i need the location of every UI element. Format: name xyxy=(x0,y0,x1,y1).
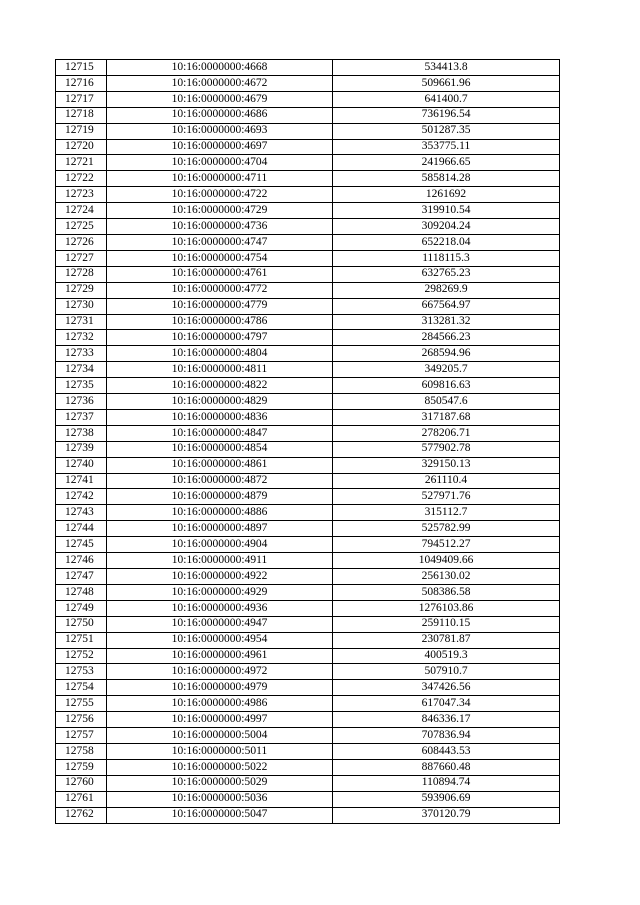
table-row xyxy=(56,362,560,378)
value-cell: 508386.58 xyxy=(333,584,560,600)
value-cell: 259110.15 xyxy=(333,616,560,632)
row-index-cell: 12733 xyxy=(56,346,107,362)
table-row xyxy=(56,234,560,250)
row-index-cell: 12730 xyxy=(56,298,107,314)
row-index-cell: 12748 xyxy=(56,584,107,600)
table-row xyxy=(56,250,560,266)
table-row xyxy=(56,60,560,76)
value-cell: 501287.35 xyxy=(333,123,560,139)
table-row xyxy=(56,473,560,489)
cadastral-number-cell: 10:16:0000000:4779 xyxy=(107,298,333,314)
table-row xyxy=(56,123,560,139)
row-index-cell: 12756 xyxy=(56,712,107,728)
value-cell: 284566.23 xyxy=(333,330,560,346)
row-index-cell: 12757 xyxy=(56,728,107,744)
table-row xyxy=(56,75,560,91)
row-index-cell: 12753 xyxy=(56,664,107,680)
cadastral-number-cell: 10:16:0000000:4897 xyxy=(107,521,333,537)
row-index-cell: 12728 xyxy=(56,266,107,282)
value-cell: 230781.87 xyxy=(333,632,560,648)
cadastral-number-cell: 10:16:0000000:5036 xyxy=(107,791,333,807)
table-row xyxy=(56,155,560,171)
cadastral-number-cell: 10:16:0000000:4904 xyxy=(107,537,333,553)
value-cell: 652218.04 xyxy=(333,234,560,250)
value-cell: 736196.54 xyxy=(333,107,560,123)
cadastral-number-cell: 10:16:0000000:4686 xyxy=(107,107,333,123)
table-row xyxy=(56,425,560,441)
row-index-cell: 12723 xyxy=(56,187,107,203)
value-cell: 349205.7 xyxy=(333,362,560,378)
row-index-cell: 12739 xyxy=(56,441,107,457)
row-index-cell: 12738 xyxy=(56,425,107,441)
row-index-cell: 12760 xyxy=(56,775,107,791)
row-index-cell: 12715 xyxy=(56,60,107,76)
table-row xyxy=(56,266,560,282)
row-index-cell: 12737 xyxy=(56,409,107,425)
cadastral-number-cell: 10:16:0000000:4954 xyxy=(107,632,333,648)
cadastral-number-cell: 10:16:0000000:5047 xyxy=(107,807,333,823)
value-cell: 315112.7 xyxy=(333,505,560,521)
value-cell: 400519.3 xyxy=(333,648,560,664)
table-row xyxy=(56,314,560,330)
row-index-cell: 12729 xyxy=(56,282,107,298)
table-row xyxy=(56,521,560,537)
table-row xyxy=(56,505,560,521)
cadastral-number-cell: 10:16:0000000:4736 xyxy=(107,219,333,235)
value-cell: 1049409.66 xyxy=(333,553,560,569)
table-row xyxy=(56,712,560,728)
value-cell: 317187.68 xyxy=(333,409,560,425)
row-index-cell: 12741 xyxy=(56,473,107,489)
row-index-cell: 12719 xyxy=(56,123,107,139)
cadastral-number-cell: 10:16:0000000:5011 xyxy=(107,743,333,759)
value-cell: 347426.56 xyxy=(333,680,560,696)
cadastral-number-cell: 10:16:0000000:4922 xyxy=(107,569,333,585)
row-index-cell: 12734 xyxy=(56,362,107,378)
value-cell: 707836.94 xyxy=(333,728,560,744)
value-cell: 298269.9 xyxy=(333,282,560,298)
cadastral-number-cell: 10:16:0000000:5004 xyxy=(107,728,333,744)
cadastral-number-cell: 10:16:0000000:4679 xyxy=(107,91,333,107)
cadastral-number-cell: 10:16:0000000:4711 xyxy=(107,171,333,187)
cadastral-number-cell: 10:16:0000000:4879 xyxy=(107,489,333,505)
cadastral-number-cell: 10:16:0000000:4972 xyxy=(107,664,333,680)
cadastral-number-cell: 10:16:0000000:4836 xyxy=(107,409,333,425)
cadastral-number-cell: 10:16:0000000:4861 xyxy=(107,457,333,473)
cadastral-number-cell: 10:16:0000000:4854 xyxy=(107,441,333,457)
value-cell: 256130.02 xyxy=(333,569,560,585)
row-index-cell: 12736 xyxy=(56,394,107,410)
row-index-cell: 12731 xyxy=(56,314,107,330)
cadastral-number-cell: 10:16:0000000:4986 xyxy=(107,696,333,712)
value-cell: 268594.96 xyxy=(333,346,560,362)
row-index-cell: 12721 xyxy=(56,155,107,171)
table-row xyxy=(56,219,560,235)
row-index-cell: 12762 xyxy=(56,807,107,823)
value-cell: 585814.28 xyxy=(333,171,560,187)
value-cell: 1118115.3 xyxy=(333,250,560,266)
cadastral-number-cell: 10:16:0000000:4754 xyxy=(107,250,333,266)
row-index-cell: 12752 xyxy=(56,648,107,664)
value-cell: 850547.6 xyxy=(333,394,560,410)
cadastral-number-cell: 10:16:0000000:4847 xyxy=(107,425,333,441)
cadastral-number-cell: 10:16:0000000:4797 xyxy=(107,330,333,346)
value-cell: 110894.74 xyxy=(333,775,560,791)
value-cell: 1261692 xyxy=(333,187,560,203)
value-cell: 525782.99 xyxy=(333,521,560,537)
table-row xyxy=(56,378,560,394)
table-row xyxy=(56,680,560,696)
row-index-cell: 12746 xyxy=(56,553,107,569)
row-index-cell: 12720 xyxy=(56,139,107,155)
value-cell: 507910.7 xyxy=(333,664,560,680)
row-index-cell: 12726 xyxy=(56,234,107,250)
cadastral-number-cell: 10:16:0000000:4668 xyxy=(107,60,333,76)
value-cell: 261110.4 xyxy=(333,473,560,489)
cadastral-number-cell: 10:16:0000000:4704 xyxy=(107,155,333,171)
row-index-cell: 12732 xyxy=(56,330,107,346)
table-row xyxy=(56,553,560,569)
cadastral-number-cell: 10:16:0000000:4929 xyxy=(107,584,333,600)
cadastral-number-cell: 10:16:0000000:4997 xyxy=(107,712,333,728)
value-cell: 329150.13 xyxy=(333,457,560,473)
cadastral-number-cell: 10:16:0000000:4693 xyxy=(107,123,333,139)
table-row xyxy=(56,203,560,219)
table-row xyxy=(56,775,560,791)
cadastral-number-cell: 10:16:0000000:4947 xyxy=(107,616,333,632)
cadastral-number-cell: 10:16:0000000:4961 xyxy=(107,648,333,664)
table-row xyxy=(56,298,560,314)
cadastral-number-cell: 10:16:0000000:4761 xyxy=(107,266,333,282)
table-row xyxy=(56,664,560,680)
table-row xyxy=(56,346,560,362)
row-index-cell: 12761 xyxy=(56,791,107,807)
data-table xyxy=(55,59,560,824)
cadastral-number-cell: 10:16:0000000:5029 xyxy=(107,775,333,791)
table-row xyxy=(56,330,560,346)
cadastral-number-cell: 10:16:0000000:4886 xyxy=(107,505,333,521)
table-body xyxy=(56,60,560,824)
row-index-cell: 12754 xyxy=(56,680,107,696)
value-cell: 534413.8 xyxy=(333,60,560,76)
table-row xyxy=(56,696,560,712)
value-cell: 617047.34 xyxy=(333,696,560,712)
table-row xyxy=(56,569,560,585)
row-index-cell: 12751 xyxy=(56,632,107,648)
value-cell: 608443.53 xyxy=(333,743,560,759)
row-index-cell: 12717 xyxy=(56,91,107,107)
value-cell: 319910.54 xyxy=(333,203,560,219)
row-index-cell: 12759 xyxy=(56,759,107,775)
row-index-cell: 12722 xyxy=(56,171,107,187)
value-cell: 509661.96 xyxy=(333,75,560,91)
table-row xyxy=(56,759,560,775)
row-index-cell: 12750 xyxy=(56,616,107,632)
cadastral-number-cell: 10:16:0000000:4829 xyxy=(107,394,333,410)
value-cell: 353775.11 xyxy=(333,139,560,155)
table-row xyxy=(56,171,560,187)
value-cell: 794512.27 xyxy=(333,537,560,553)
row-index-cell: 12743 xyxy=(56,505,107,521)
table-row xyxy=(56,743,560,759)
cadastral-number-cell: 10:16:0000000:4872 xyxy=(107,473,333,489)
table-row xyxy=(56,584,560,600)
cadastral-number-cell: 10:16:0000000:4822 xyxy=(107,378,333,394)
table-row xyxy=(56,791,560,807)
cadastral-number-cell: 10:16:0000000:4772 xyxy=(107,282,333,298)
cadastral-number-cell: 10:16:0000000:4804 xyxy=(107,346,333,362)
cadastral-number-cell: 10:16:0000000:4729 xyxy=(107,203,333,219)
table-row xyxy=(56,632,560,648)
cadastral-number-cell: 10:16:0000000:4911 xyxy=(107,553,333,569)
table-row xyxy=(56,91,560,107)
row-index-cell: 12724 xyxy=(56,203,107,219)
cadastral-number-cell: 10:16:0000000:4786 xyxy=(107,314,333,330)
table-row xyxy=(56,282,560,298)
cadastral-number-cell: 10:16:0000000:4936 xyxy=(107,600,333,616)
value-cell: 577902.78 xyxy=(333,441,560,457)
table-row xyxy=(56,489,560,505)
value-cell: 527971.76 xyxy=(333,489,560,505)
cadastral-number-cell: 10:16:0000000:4811 xyxy=(107,362,333,378)
row-index-cell: 12744 xyxy=(56,521,107,537)
row-index-cell: 12755 xyxy=(56,696,107,712)
table-row xyxy=(56,394,560,410)
row-index-cell: 12758 xyxy=(56,743,107,759)
table-row xyxy=(56,648,560,664)
row-index-cell: 12727 xyxy=(56,250,107,266)
row-index-cell: 12716 xyxy=(56,75,107,91)
table-row xyxy=(56,139,560,155)
table-row xyxy=(56,728,560,744)
row-index-cell: 12718 xyxy=(56,107,107,123)
table-row xyxy=(56,441,560,457)
value-cell: 370120.79 xyxy=(333,807,560,823)
table-row xyxy=(56,600,560,616)
table-row xyxy=(56,187,560,203)
cadastral-number-cell: 10:16:0000000:4672 xyxy=(107,75,333,91)
table-row xyxy=(56,537,560,553)
row-index-cell: 12747 xyxy=(56,569,107,585)
value-cell: 609816.63 xyxy=(333,378,560,394)
table-row xyxy=(56,107,560,123)
table-row xyxy=(56,807,560,823)
value-cell: 641400.7 xyxy=(333,91,560,107)
value-cell: 313281.32 xyxy=(333,314,560,330)
row-index-cell: 12749 xyxy=(56,600,107,616)
value-cell: 241966.65 xyxy=(333,155,560,171)
table-row xyxy=(56,409,560,425)
value-cell: 846336.17 xyxy=(333,712,560,728)
value-cell: 632765.23 xyxy=(333,266,560,282)
row-index-cell: 12725 xyxy=(56,219,107,235)
cadastral-number-cell: 10:16:0000000:5022 xyxy=(107,759,333,775)
cadastral-number-cell: 10:16:0000000:4747 xyxy=(107,234,333,250)
value-cell: 887660.48 xyxy=(333,759,560,775)
cadastral-number-cell: 10:16:0000000:4979 xyxy=(107,680,333,696)
row-index-cell: 12742 xyxy=(56,489,107,505)
table-row xyxy=(56,616,560,632)
cadastral-number-cell: 10:16:0000000:4722 xyxy=(107,187,333,203)
table-row xyxy=(56,457,560,473)
cadastral-number-cell: 10:16:0000000:4697 xyxy=(107,139,333,155)
row-index-cell: 12735 xyxy=(56,378,107,394)
value-cell: 1276103.86 xyxy=(333,600,560,616)
value-cell: 667564.97 xyxy=(333,298,560,314)
row-index-cell: 12740 xyxy=(56,457,107,473)
value-cell: 309204.24 xyxy=(333,219,560,235)
row-index-cell: 12745 xyxy=(56,537,107,553)
value-cell: 278206.71 xyxy=(333,425,560,441)
value-cell: 593906.69 xyxy=(333,791,560,807)
